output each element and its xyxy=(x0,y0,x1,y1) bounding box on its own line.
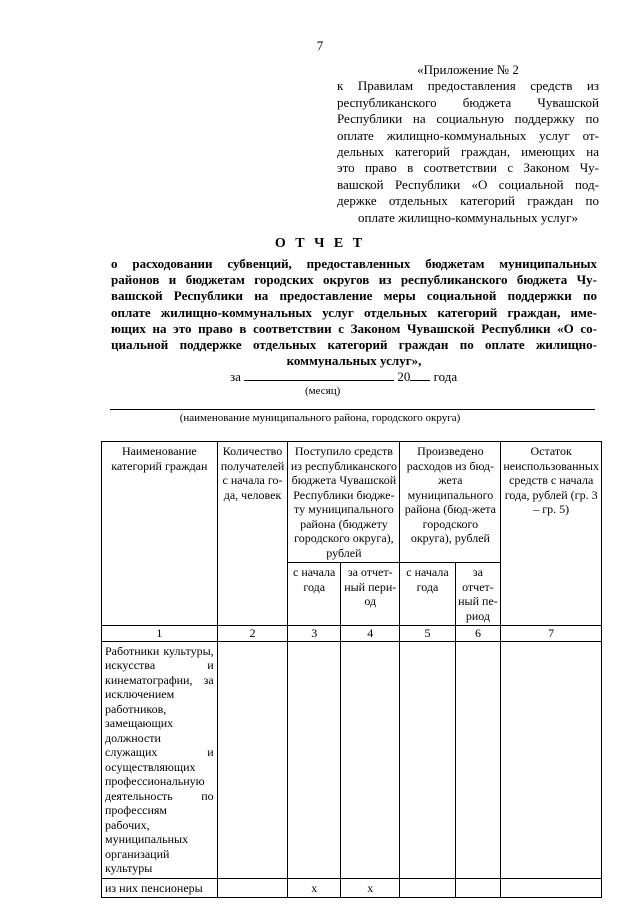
data-cell xyxy=(288,641,341,878)
data-cell xyxy=(501,641,602,878)
month-caption: (месяц) xyxy=(305,385,341,397)
data-cell: х xyxy=(288,878,341,898)
data-cell xyxy=(341,641,400,878)
header-received: Поступило средств из республиканского бюджета Чувашской Республики бюдже-ту муниципального района (бюджету городского округа), рублей xyxy=(288,442,400,563)
appendix-line: Республики на социальную поддержку по xyxy=(337,111,599,127)
report-table xyxy=(101,441,602,898)
header-category: Наименование категорий граждан xyxy=(102,442,218,626)
table-row xyxy=(102,878,602,898)
appendix-line: к Правилам предоставления средств из xyxy=(337,78,599,94)
reporting-period xyxy=(230,368,457,385)
municipality-blank xyxy=(110,409,595,410)
appendix-note xyxy=(337,62,599,226)
category-cell: из них пенсионеры xyxy=(102,878,218,898)
subheader-received-ytd: с начала года xyxy=(288,563,341,626)
column-number-row xyxy=(102,626,602,642)
column-number: 6 xyxy=(455,626,501,642)
subject-line: районов и бюджетам городских округов из республиканского бюджета Чу- xyxy=(111,272,597,288)
category-cell: Работники культуры, искусства и кинематографии, за исключением работников, замещающих должности служащих и осуществляющих профессиональную деятельность по профессиям рабочих, муниципальных организаций культуры xyxy=(102,641,218,878)
subject-line: циальной поддержке отдельных категорий граждан по оплате жилищно- xyxy=(111,337,597,353)
subject-line: о расходовании субвенций, предоставленных бюджетам муниципальных xyxy=(111,256,597,271)
appendix-line: вашской Республики «О социальной под- xyxy=(337,176,599,192)
appendix-line: «Приложение № 2 xyxy=(417,62,519,77)
page-number: 7 xyxy=(316,38,324,53)
report-subject xyxy=(111,256,597,369)
subheader-spent-ytd: с начала года xyxy=(400,563,455,626)
period-suffix: года xyxy=(433,369,458,384)
subject-line: ющих на это право в соответствии с Законом Чувашской Республики «О со- xyxy=(111,320,597,336)
subheader-spent-period: за отчет-ный пе-риод xyxy=(455,563,501,626)
period-prefix: за xyxy=(230,369,241,384)
data-cell xyxy=(217,641,288,878)
appendix-line: держке отдельных категорий граждан по xyxy=(337,193,599,209)
appendix-line: дельных категорий граждан, имеющих на xyxy=(337,144,599,160)
subject-line: вашской Республики на предоставление меры социальной поддержки по xyxy=(111,288,597,304)
header-recipients: Количество получателей с начала го-да, человек xyxy=(217,442,288,626)
data-cell xyxy=(455,878,501,898)
municipality-caption: (наименование муниципального района, городского округа) xyxy=(179,412,461,424)
data-cell xyxy=(217,878,288,898)
appendix-line: оплате жилищно-коммунальных услуг» xyxy=(358,209,578,225)
table-row xyxy=(102,641,602,878)
subject-line: коммунальных услуг», xyxy=(286,353,422,369)
appendix-line: республиканского бюджета Чувашской xyxy=(337,94,599,110)
month-blank xyxy=(244,368,394,381)
document-title: О Т Ч Е Т xyxy=(274,236,366,251)
data-cell: х xyxy=(341,878,400,898)
column-number: 1 xyxy=(102,626,218,642)
column-number: 3 xyxy=(288,626,341,642)
subject-line: оплате жилищно-коммунальных услуг отдельных категорий граждан, име- xyxy=(111,304,597,320)
subheader-received-period: за отчет-ный пери-од xyxy=(341,563,400,626)
data-cell xyxy=(400,878,455,898)
data-cell xyxy=(455,641,501,878)
column-number: 5 xyxy=(400,626,455,642)
year-prefix: 20 xyxy=(397,369,411,384)
appendix-line: это право в соответствии с Законом Чу- xyxy=(337,160,599,176)
column-number: 2 xyxy=(217,626,288,642)
appendix-line: оплате жилищно-коммунальных услуг от- xyxy=(337,127,599,143)
column-number: 7 xyxy=(501,626,602,642)
column-number: 4 xyxy=(341,626,400,642)
header-remainder: Остаток неиспользованных средств с начала года, рублей (гр. 3 – гр. 5) xyxy=(501,442,602,626)
header-row xyxy=(102,442,602,563)
data-cell xyxy=(501,878,602,898)
year-blank xyxy=(410,368,430,381)
data-cell xyxy=(400,641,455,878)
header-spent: Произведено расходов из бюд-жета муниципального района (бюд-жета городского округа), рублей xyxy=(400,442,501,563)
